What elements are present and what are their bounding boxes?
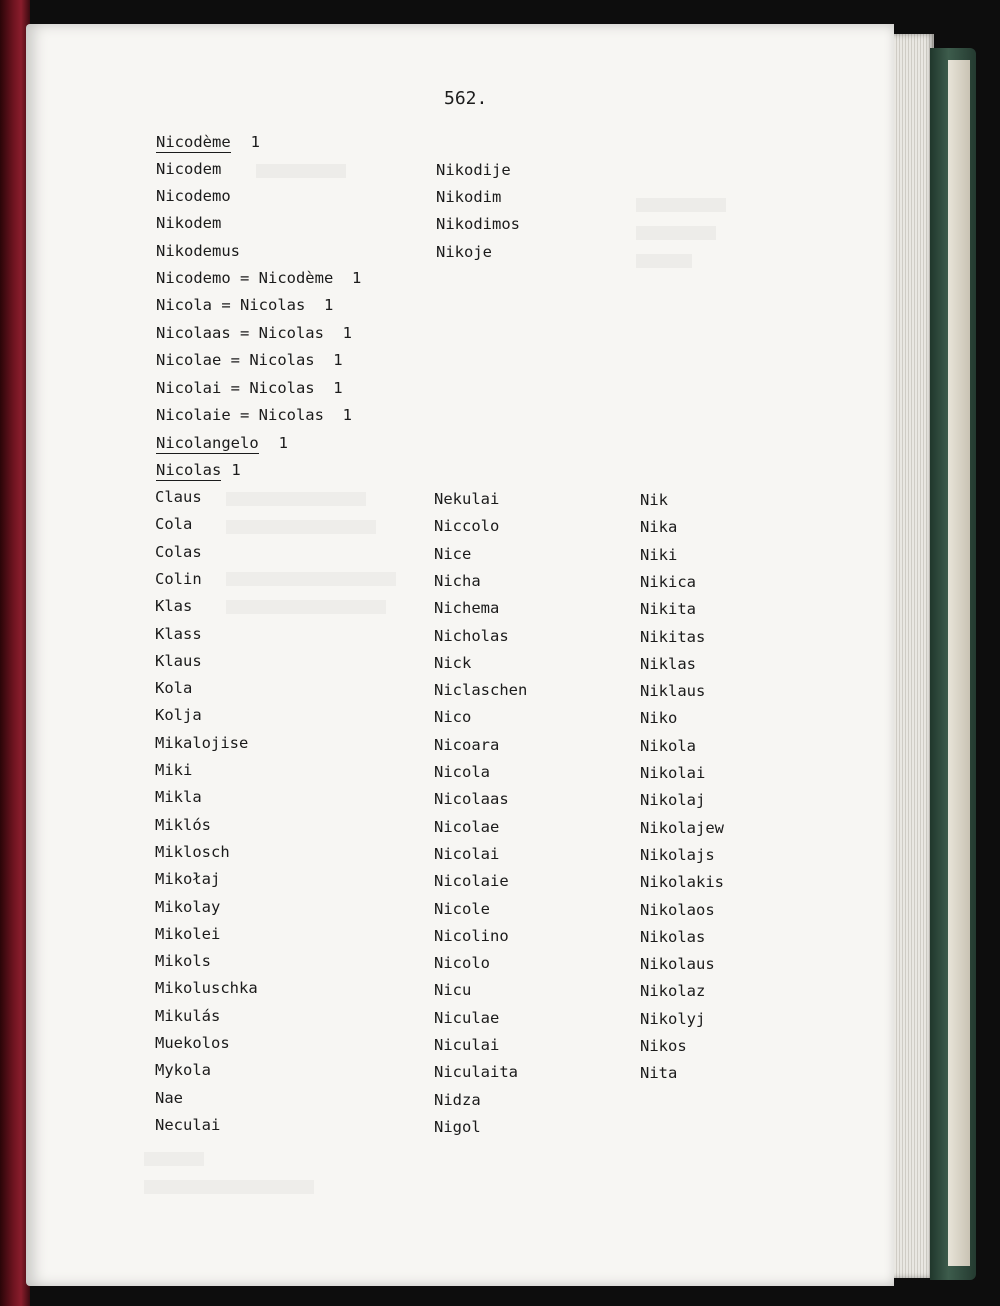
name-variant: Nicole <box>434 899 490 918</box>
name-variant: Nikodimos <box>436 215 520 234</box>
name-variant: Nikolajew <box>640 818 724 837</box>
name-variant: Niculae <box>434 1008 500 1027</box>
name-variant: Nicolai <box>434 844 500 863</box>
cross-reference: Nicolaas = Nicolas 1 <box>156 323 352 342</box>
name-variant: Nikolakis <box>640 873 724 892</box>
name-variant: Nicolaas <box>434 790 509 809</box>
heading-name: Nicolas <box>156 461 222 479</box>
name-variant: Neculai <box>155 1115 221 1134</box>
name-variant: Nikolyj <box>640 1009 706 1028</box>
name-variant: Nikoje <box>436 242 492 261</box>
heading-entry <box>156 433 288 454</box>
name-variant: Nikodim <box>436 188 502 207</box>
name-variant: Niculaita <box>434 1063 518 1082</box>
name-variant: Nicolae <box>434 817 500 836</box>
name-variant: Nick <box>434 653 472 672</box>
name-variant: Niklaus <box>640 682 706 701</box>
name-variant: Klas <box>155 597 193 616</box>
book-page <box>26 24 894 1286</box>
bleed-through-mark <box>226 572 396 586</box>
name-variant: Niko <box>640 709 678 728</box>
name-variant: Claus <box>155 488 202 506</box>
name-variant: Nikica <box>640 572 696 591</box>
name-variant: Niclaschen <box>434 681 528 700</box>
name-variant: Nicoara <box>434 735 500 754</box>
name-variant: Nicolino <box>434 926 509 945</box>
name-variant: Nicholas <box>434 626 509 645</box>
heading-entry <box>156 132 260 153</box>
name-variant: Colin <box>155 569 202 588</box>
bleed-through-mark <box>636 226 716 240</box>
name-variant: Nikodije <box>436 161 511 179</box>
name-variant: Nicolo <box>434 954 490 973</box>
name-variant: Klaus <box>155 651 202 670</box>
name-variant: Nik <box>640 491 668 509</box>
name-variant: Niccolo <box>434 517 500 536</box>
bleed-through-mark <box>144 1152 204 1166</box>
bleed-through-mark <box>144 1180 314 1194</box>
name-variant: Mikols <box>155 952 211 971</box>
cross-reference: Nicola = Nicolas 1 <box>156 296 334 315</box>
name-variant: Nikos <box>640 1037 687 1055</box>
name-variant: Nikolaus <box>640 955 715 974</box>
name-variant: Nikitas <box>640 627 706 646</box>
name-variant: Nikodem <box>156 214 222 233</box>
name-variant: Nikolajs <box>640 845 715 864</box>
bleed-through-mark <box>226 600 386 614</box>
name-variant: Nita <box>640 1064 678 1083</box>
name-variant: Nigol <box>434 1117 481 1136</box>
name-variant: Mikolei <box>155 924 221 943</box>
name-variant: Nicu <box>434 981 472 1000</box>
name-variant: Mikołaj <box>155 870 221 889</box>
name-variant: Nicolaie <box>434 872 509 891</box>
bleed-through-mark <box>226 520 376 534</box>
name-variant: Nika <box>640 518 678 537</box>
name-variant: Nichema <box>434 599 500 618</box>
cross-reference: Nicodemo = Nicodème 1 <box>156 269 362 287</box>
name-variant: Nicha <box>434 571 481 590</box>
bleed-through-mark <box>256 164 346 178</box>
name-variant: Muekolos <box>155 1034 230 1052</box>
name-variant: Niki <box>640 545 678 564</box>
name-variant: Mikoluschka <box>155 979 258 998</box>
cross-reference: Nicolaie = Nicolas 1 <box>156 406 352 424</box>
name-variant: Mikulás <box>155 1006 221 1025</box>
heading-count: 1 <box>250 133 260 151</box>
heading-name: Nicolangelo <box>156 434 259 452</box>
cover-endpaper <box>948 60 970 1266</box>
name-variant: Mikla <box>155 788 202 807</box>
name-variant: Kola <box>155 679 193 698</box>
name-variant: Mikalojise <box>155 733 249 752</box>
name-variant: Colas <box>155 542 202 561</box>
name-variant: Niculai <box>434 1036 500 1054</box>
cross-reference: Nicolai = Nicolas 1 <box>156 378 343 397</box>
name-variant: Nikola <box>640 736 696 755</box>
name-variant: Niklas <box>640 654 696 673</box>
name-variant: Nice <box>434 544 472 563</box>
name-variant: Nicola <box>434 763 490 781</box>
name-variant: Cola <box>155 515 193 534</box>
name-variant: Nicodemo <box>156 187 231 206</box>
name-variant: Nikolaz <box>640 982 706 1001</box>
name-variant: Nikita <box>640 600 696 619</box>
name-variant: Nikodemus <box>156 241 240 260</box>
name-variant: Miklós <box>155 815 211 834</box>
heading-count: 1 <box>278 434 288 452</box>
name-variant: Nae <box>155 1088 183 1107</box>
name-variant: Nekulai <box>434 490 500 508</box>
name-variant: Nicodem <box>156 160 222 178</box>
name-variant: Mykola <box>155 1061 211 1080</box>
bleed-through-mark <box>636 254 692 268</box>
name-variant: Nikolaos <box>640 900 715 919</box>
name-variant: Miki <box>155 761 193 779</box>
name-variant: Miklosch <box>155 842 230 861</box>
bleed-through-mark <box>226 492 366 506</box>
name-variant: Klass <box>155 624 202 643</box>
heading-count: 1 <box>231 461 241 479</box>
page-number: 562. <box>444 88 488 109</box>
name-variant: Mikolay <box>155 897 221 916</box>
name-variant: Nico <box>434 708 472 727</box>
name-variant: Nikolai <box>640 764 706 782</box>
name-variant: Nikolas <box>640 927 706 946</box>
name-variant: Nikolaj <box>640 791 706 810</box>
heading-entry <box>156 460 241 481</box>
bleed-through-mark <box>636 198 726 212</box>
name-variant: Nidza <box>434 1090 481 1109</box>
name-variant: Kolja <box>155 706 202 725</box>
heading-name: Nicodème <box>156 133 231 151</box>
cross-reference: Nicolae = Nicolas 1 <box>156 351 343 370</box>
